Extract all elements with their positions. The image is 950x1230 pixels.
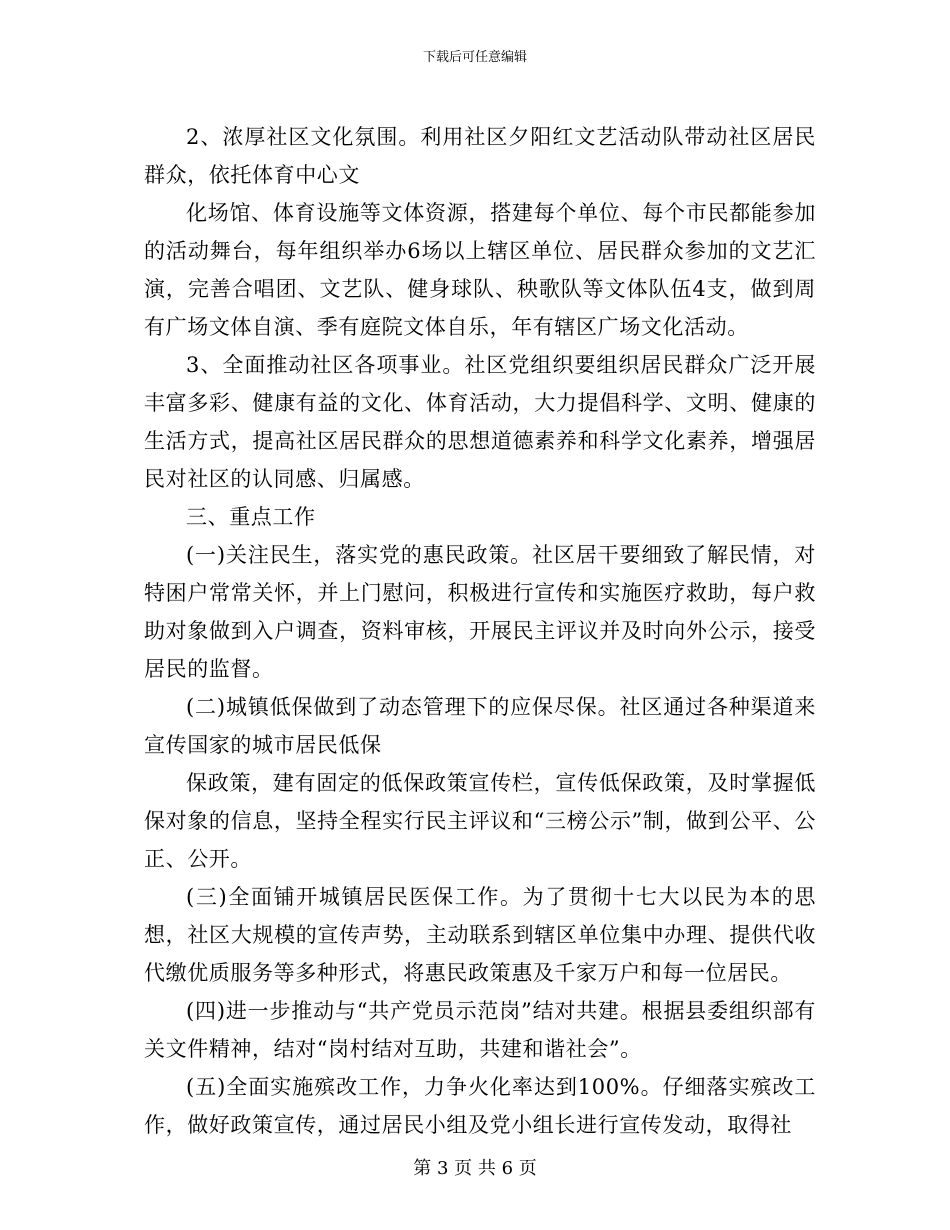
paragraph-culture-atmosphere: 2、浓厚社区文化氛围。利用社区夕阳红文艺活动队带动社区居民群众，依托体育中心文 [144,125,816,187]
paragraph-funeral-reform: (五)全面实施殡改工作，力争火化率达到100%。仔细落实殡改工作，做好政策宣传，通过居民小组及党小组长进行宣传发动，取得社 [144,1075,816,1137]
paragraph-culture-venues: 化场馆、体育设施等文体资源，搭建每个单位、每个市民都能参加的活动舞台，每年组织举办6场以上辖区单位、居民群众参加的文艺汇演，完善合唱团、文艺队、健身球队、秧歌队等文体队伍4支，做到周有广场文体自演、季有庭院文体自乐，年有辖区广场文化活动。 [144,201,816,339]
paragraph-low-income-insurance: (二)城镇低保做到了动态管理下的应保尽保。社区通过各种渠道来宣传国家的城市居民低保 [144,695,816,757]
paragraph-medical-insurance: (三)全面铺开城镇居民医保工作。为了贯彻十七大以民为本的思想，社区大规模的宣传声势，主动联系到辖区单位集中办理、提供代收代缴优质服务等多种形式，将惠民政策惠及千家万户和每一位居民。 [144,885,816,985]
section-heading-key-work: 三、重点工作 [186,505,316,529]
paragraph-party-pairing: (四)进一步推动与“共产党员示范岗”结对共建。根据县委组织部有关文件精神，结对“岗村结对互助，共建和谐社会”。 [144,999,816,1061]
document-body [144,118,816,1144]
page-footer: 第 3 页 共 6 页 [413,1158,537,1179]
page-header: 下载后可任意编辑 [422,50,527,65]
paragraph-livelihood: (一)关注民生，落实党的惠民政策。社区居干要细致了解民情，对特困户常常关怀，并上门慰问，积极进行宣传和实施医疗救助，每户救助对象做到入户调查，资料审核，开展民主评议并及时向外公示，接受居民的监督。 [144,543,816,681]
paragraph-community-affairs: 3、全面推动社区各项事业。社区党组织要组织居民群众广泛开展丰富多彩、健康有益的文化、体育活动，大力提倡科学、文明、健康的生活方式，提高社区居民群众的思想道德素养和科学文化素养，增强居民对社区的认同感、归属感。 [144,353,816,491]
paragraph-low-income-policy: 保政策，建有固定的低保政策宣传栏，宣传低保政策，及时掌握低保对象的信息，坚持全程实行民主评议和“三榜公示”制，做到公平、公正、公开。 [144,771,816,871]
